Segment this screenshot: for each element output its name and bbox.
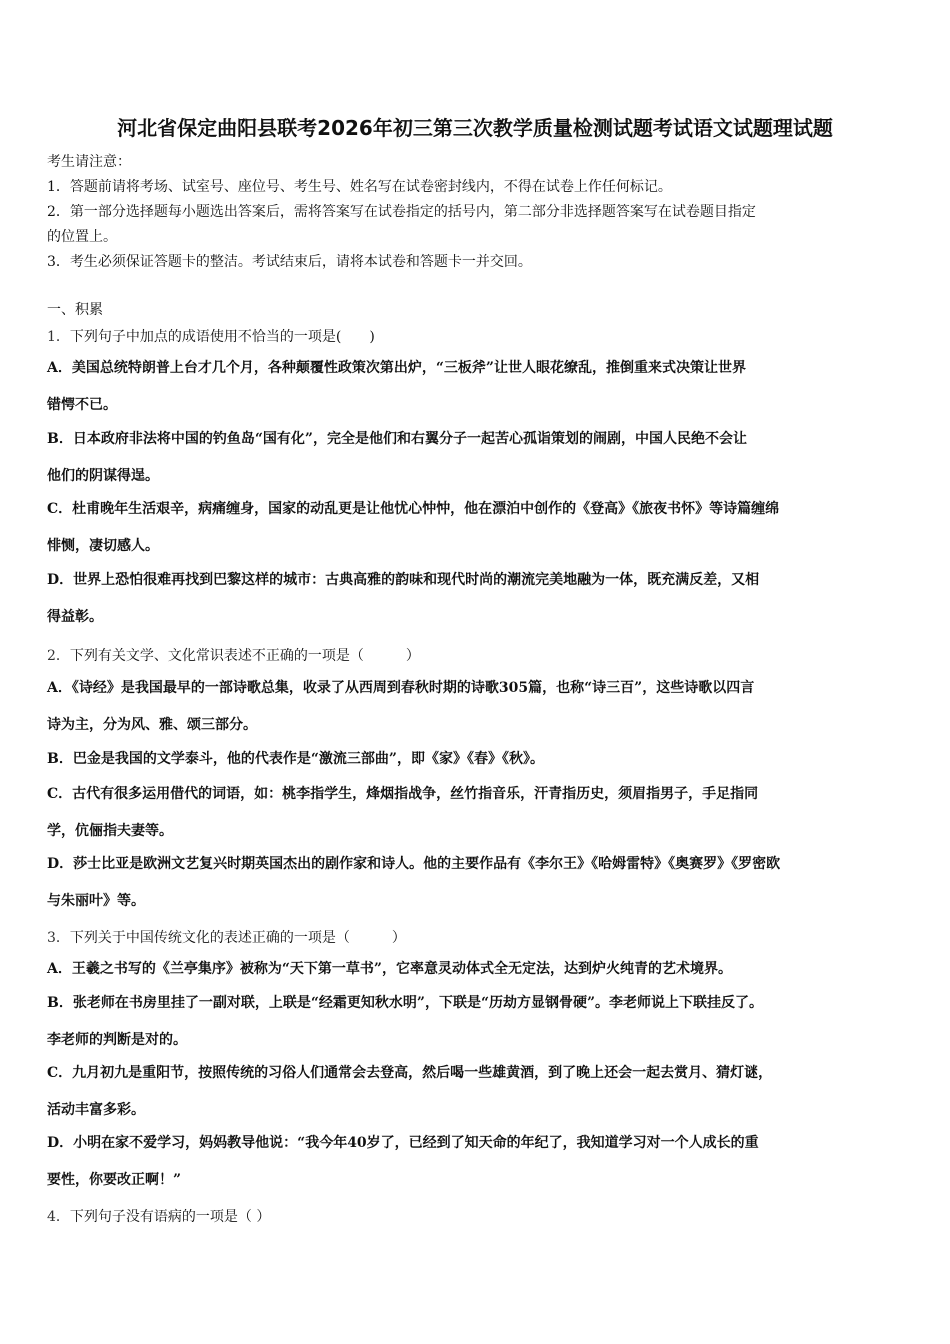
option-item[interactable]: [47, 421, 917, 495]
option-label: B．: [47, 431, 73, 447]
option-text: 王羲之书写的《兰亭集序》被称为“天下第一草书”，它率意灵动体式全无定法，达到炉火纯青的艺术境界。: [71, 961, 732, 977]
option-label: A．: [47, 961, 72, 977]
notice-heading: 考生请注意：: [47, 154, 131, 170]
option-text: 得益彰。: [47, 609, 103, 625]
option-text: 与朱丽叶》等。: [47, 893, 145, 909]
option-text: 张老师在书房里挂了一副对联，上联是“经霜更知秋水明”，下联是“历劫方显钢骨硬”。李老师说上下联挂反了。: [72, 995, 764, 1011]
option-label: D．: [47, 572, 74, 588]
option-label: A．: [47, 360, 72, 376]
notice-item: 2．第一部分选择题每小题选出答案后，需将答案写在试卷指定的括号内，第二部分非选择题答案写在试卷题目指定: [47, 204, 756, 220]
option-item[interactable]: [47, 846, 917, 920]
option-text: 莎士比亚是欧洲文艺复兴时期英国杰出的剧作家和诗人。他的主要作品有《李尔王》《哈姆雷特》《奥赛罗》《罗密欧: [73, 856, 781, 872]
option-label: C．: [47, 786, 73, 802]
option-text: 要性，你要改正啊！”: [47, 1172, 182, 1188]
option-item[interactable]: [47, 951, 917, 988]
option-text: 古代有很多运用借代的词语，如：桃李指学生，烽烟指战争，丝竹指音乐，汗青指历史，须眉指男子，手足指同: [72, 786, 759, 802]
option-label: B．: [47, 751, 73, 767]
section-heading: 一、积累: [47, 302, 103, 318]
option-text: 美国总统特朗普上台才几个月，各种颠覆性政策次第出炉，“三板斧”让世人眼花缭乱，推倒重来式决策让世界: [71, 360, 746, 376]
option-item[interactable]: [47, 670, 917, 744]
option-text: 《诗经》是我国最早的一部诗歌总集，收录了从西周到春秋时期的诗歌305篇，也称“诗三百”，这些诗歌以四言: [71, 680, 755, 696]
notice-item: 的位置上。: [47, 229, 117, 245]
option-item[interactable]: [47, 491, 917, 565]
option-item[interactable]: [47, 776, 917, 850]
option-text: 九月初九是重阳节，按照传统的习俗人们通常会去登高，然后喝一些雄黄酒，到了晚上还会一起去赏月、猜灯谜，: [72, 1065, 773, 1081]
option-label: C．: [47, 1065, 73, 1081]
option-text: 诗为主，分为风、雅、颂三部分。: [47, 717, 257, 733]
option-label: B．: [47, 995, 73, 1011]
question-text: 下列有关文学、文化常识表述不正确的一项是（ ）: [69, 648, 420, 664]
option-label: C．: [47, 501, 73, 517]
option-text: 他们的阴谋得逞。: [47, 468, 159, 484]
option-text: 悱恻，凄切感人。: [47, 538, 159, 554]
option-label: D．: [47, 1135, 74, 1151]
option-item[interactable]: [47, 350, 917, 424]
question-text: 下列关于中国传统文化的表述正确的一项是（ ）: [69, 930, 406, 946]
question-stem: [47, 927, 406, 947]
question-stem: [47, 326, 375, 346]
option-text: 巴金是我国的文学泰斗，他的代表作是“激流三部曲”，即《家》《春》《秋》。: [72, 751, 544, 767]
question-stem: [47, 645, 420, 665]
option-label: A．: [47, 680, 72, 696]
question-text: 下列句子没有语病的一项是（ ）: [69, 1209, 271, 1225]
option-text: 学，伉俪指夫妻等。: [47, 823, 173, 839]
notice-item: 3．考生必须保证答题卡的整洁。考试结束后，请将本试卷和答题卡一并交回。: [47, 254, 532, 270]
question-number: 3．: [47, 930, 70, 946]
option-item[interactable]: [47, 1055, 917, 1129]
notice-block: [47, 150, 907, 275]
notice-item: 1．答题前请将考场、试室号、座位号、考生号、姓名写在试卷密封线内，不得在试卷上作任何标记。: [47, 179, 672, 195]
option-text: 李老师的判断是对的。: [47, 1032, 187, 1048]
option-label: D．: [47, 856, 74, 872]
option-item[interactable]: [47, 1125, 917, 1199]
option-text: 世界上恐怕很难再找到巴黎这样的城市：古典高雅的韵味和现代时尚的潮流完美地融为一体，既充满反差，又相: [73, 572, 760, 588]
question-text: 下列句子中加点的成语使用不恰当的一项是( ): [69, 329, 375, 345]
option-item[interactable]: [47, 741, 917, 778]
option-text: 杜甫晚年生活艰辛，病痛缠身，国家的动乱更是让他忧心忡忡，他在漂泊中创作的《登高》《旅夜书怀》等诗篇缠绵: [72, 501, 780, 517]
option-item[interactable]: [47, 562, 917, 636]
question-number: 2．: [47, 648, 70, 664]
option-text: 活动丰富多彩。: [47, 1102, 145, 1118]
question-stem: [47, 1206, 270, 1226]
option-item[interactable]: [47, 985, 917, 1059]
option-text: 小明在家不爱学习，妈妈教导他说：“我今年40岁了，已经到了知天命的年纪了，我知道学习对一个人成长的重: [73, 1135, 759, 1151]
option-text: 错愕不已。: [47, 397, 117, 413]
option-text: 日本政府非法将中国的钓鱼岛“国有化”，完全是他们和右翼分子一起苦心孤诣策划的闹剧，中国人民绝不会让: [72, 431, 747, 447]
question-number: 1．: [47, 329, 70, 345]
question-number: 4．: [47, 1209, 70, 1225]
page-title: 河北省保定曲阳县联考2026年初三第三次教学质量检测试题考试语文试题理试题: [117, 116, 833, 140]
